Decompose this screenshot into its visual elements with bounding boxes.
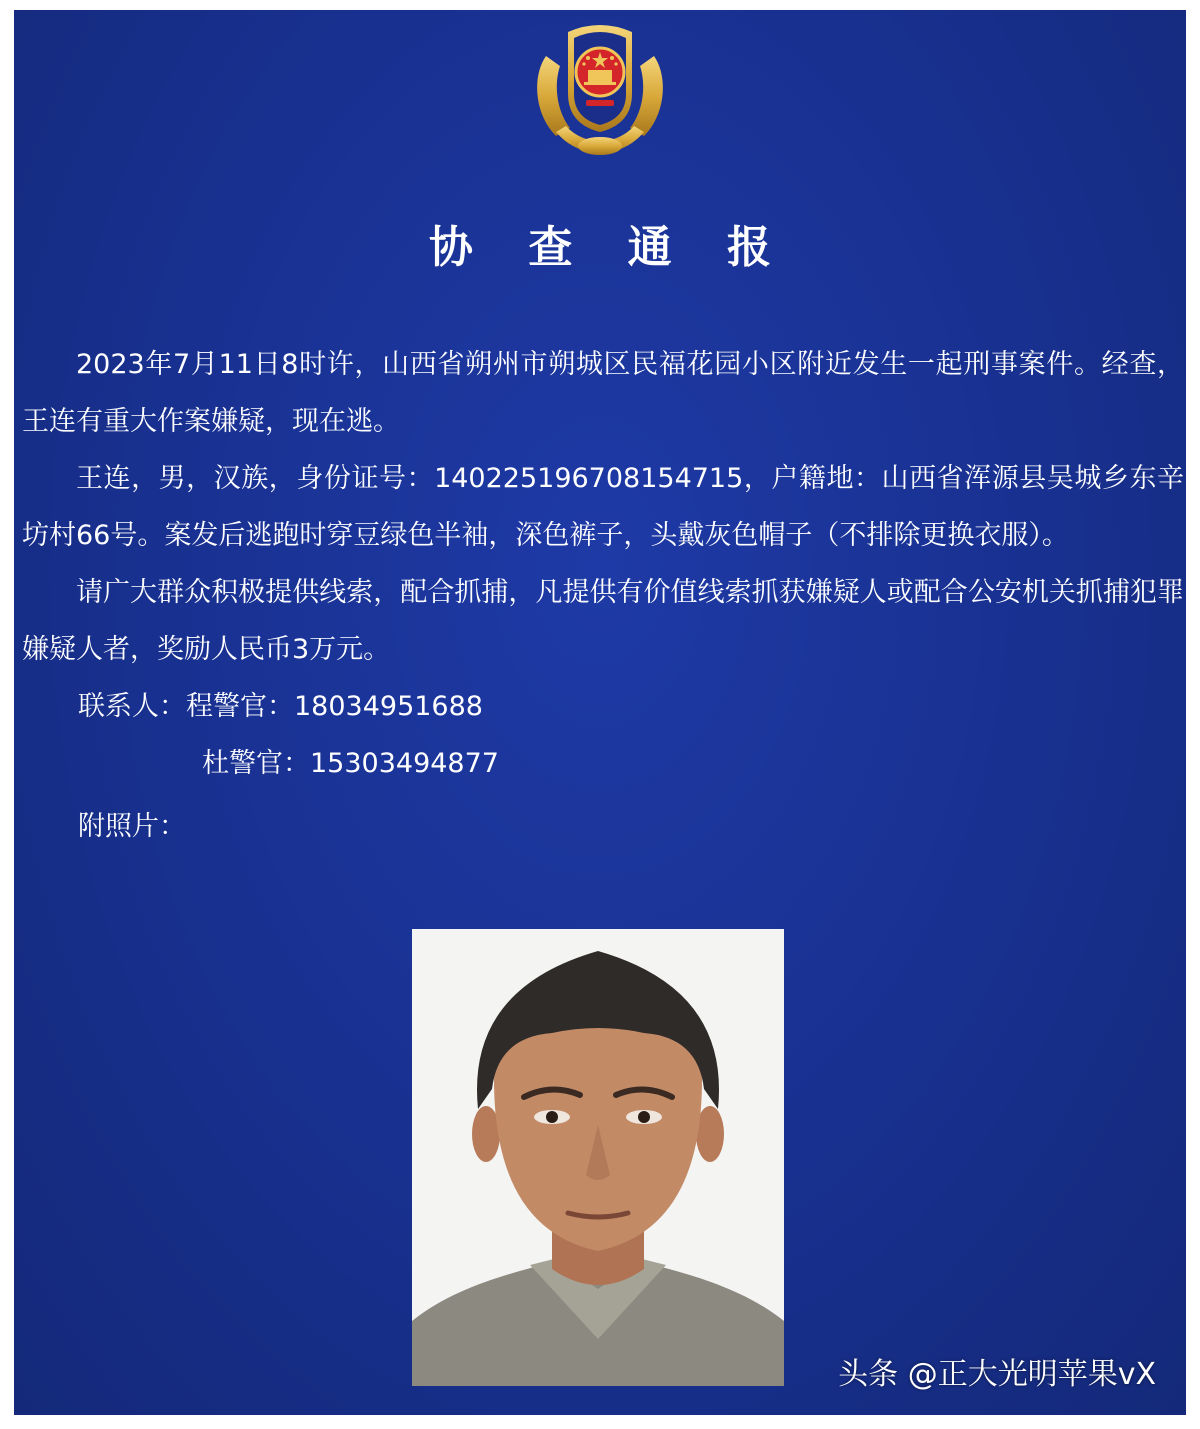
notice-body [22, 336, 1184, 855]
suspect-portrait-image [412, 929, 784, 1386]
suspect-photo [412, 929, 784, 1386]
police-badge-icon [526, 14, 674, 164]
notice-title: 协 查 通 报 [429, 222, 791, 273]
watermark-label: 头条 @正大光明苹果vX [838, 1357, 1156, 1392]
wanted-notice-poster [14, 10, 1186, 1415]
reward-paragraph: 请广大群众积极提供线索，配合抓捕，凡提供有价值线索抓获嫌疑人或配合公安机关抓捕犯罪嫌疑人者，奖励人民币3万元。 [22, 577, 1184, 665]
contact-line-2: 杜警官：15303494877 [202, 748, 499, 779]
contact-line-1: 联系人：程警官：18034951688 [78, 691, 483, 722]
photo-label: 附照片： [78, 811, 186, 842]
case-paragraph: 2023年7月11日8时许，山西省朔州市朔城区民福花园小区附近发生一起刑事案件。经查，王连有重大作案嫌疑，现在逃。 [22, 349, 1184, 437]
suspect-paragraph: 王连，男，汉族，身份证号：140225196708154715，户籍地：山西省浑源县吴城乡东辛坊村66号。案发后逃跑时穿豆绿色半袖，深色裤子，头戴灰色帽子（不排除更换衣服）。 [22, 463, 1184, 551]
